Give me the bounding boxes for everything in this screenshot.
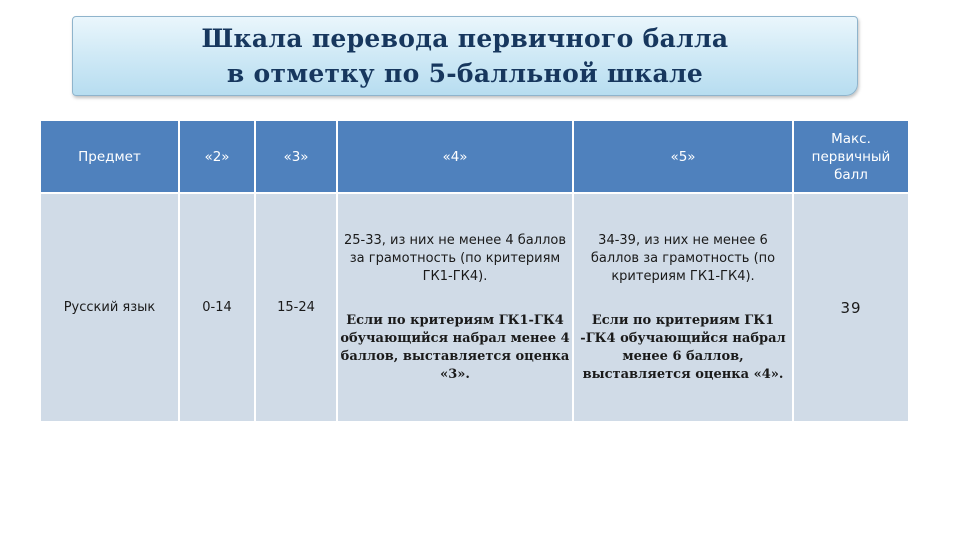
title-line-1: Шкала перевода первичного балла [201, 24, 729, 53]
cell-grade-4 [337, 193, 573, 422]
header-grade-4: «4» [337, 120, 573, 193]
cell-subject: Русский язык [40, 193, 179, 422]
grade-conversion-table [39, 119, 910, 423]
table-row [40, 193, 909, 422]
title-line-2: в отметку по 5-балльной шкале [226, 59, 704, 88]
header-grade-2: «2» [179, 120, 255, 193]
cell-grade-3: 15-24 [255, 193, 337, 422]
grade-5-criteria: 34-39, из них не менее 6 баллов за грамотность (по критериям ГК1-ГК4). [590, 232, 776, 284]
grade-4-criteria: 25-33, из них не менее 4 баллов за грамотность (по критериям ГК1-ГК4). [344, 232, 566, 284]
header-grade-3: «3» [255, 120, 337, 193]
page-title [202, 21, 729, 91]
cell-max-score: 39 [793, 193, 909, 422]
grade-5-note: Если по критериям ГК1 -ГК4 обучающийся набрал менее 6 баллов, выставляется оценка «4». [580, 312, 786, 382]
table-header-row [40, 120, 909, 193]
cell-grade-5 [573, 193, 793, 422]
header-max-score: Макс. первичный балл [793, 120, 909, 193]
grade-4-note: Если по критериям ГК1-ГК4 обучающийся набрал менее 4 баллов, выставляется оценка «3». [340, 312, 570, 382]
header-subject: Предмет [40, 120, 179, 193]
header-grade-5: «5» [573, 120, 793, 193]
title-banner [72, 16, 858, 96]
cell-grade-2: 0-14 [179, 193, 255, 422]
